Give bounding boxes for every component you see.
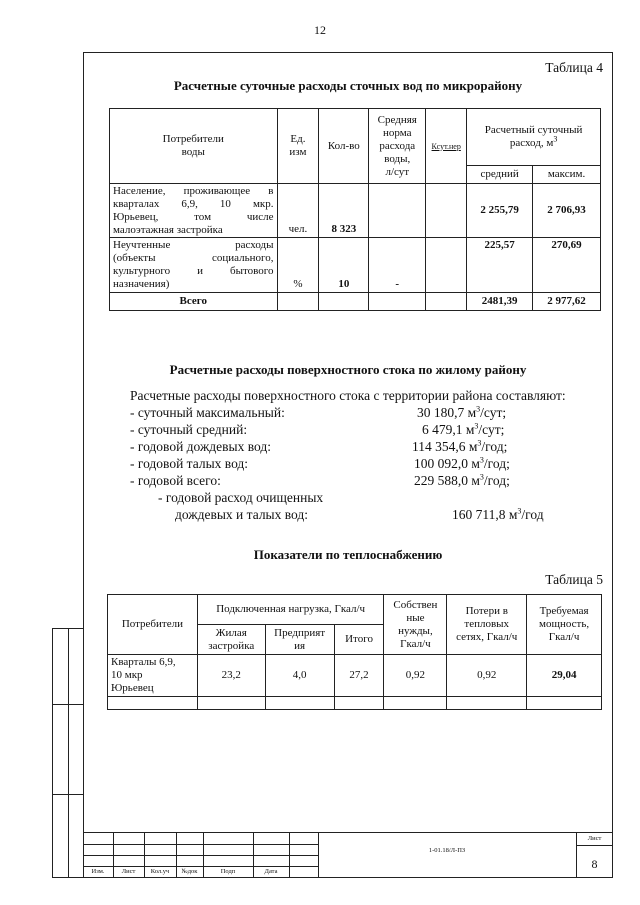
header-unit: Ед. изм xyxy=(277,109,319,184)
table4-caption: Таблица 4 xyxy=(545,60,603,75)
header-norm: Средняя норма расхода воды, л/сут xyxy=(369,109,426,184)
surface-item-value: 114 354,6 $м^3$/год; xyxy=(412,438,508,454)
header-avg: средний xyxy=(467,166,533,184)
margin-stamp xyxy=(52,628,83,878)
surface-item-label: - годовой всего: xyxy=(130,473,221,488)
stamp-col-label: Кол.уч xyxy=(150,868,170,875)
document-code: 1-01.18/Л-ПЗ xyxy=(428,847,466,854)
table-row: Кварталы 6,9, 10 мкр Юрьевец 23,2 4,0 27,2 0,92 0,92 29,04 xyxy=(108,655,602,697)
surface-treated-label: - годовой расход очищенных xyxy=(158,490,324,505)
header-consumers: Потребители xyxy=(108,595,198,655)
heat-title: Показатели по теплоснабжению xyxy=(253,547,443,562)
surface-item-value: 30 180,7 $м^3$/сут; xyxy=(417,404,507,420)
surface-treated-value: 160 711,8 $м^3$/год xyxy=(452,506,544,522)
sheet-number: 8 xyxy=(591,857,598,871)
header-load: Подключенная нагрузка, Гкал/ч xyxy=(197,595,384,625)
surface-item-label: - суточный средний: xyxy=(130,422,248,437)
surface-item-value: 6 479,1 $м^3$/сут; xyxy=(422,421,505,437)
sheet-label: Лист xyxy=(587,835,602,842)
stamp-col-label: №док xyxy=(181,868,198,875)
table4 xyxy=(109,108,601,311)
header-loss: Потери в тепловых сетях, Гкал/ч xyxy=(447,595,527,655)
table5-caption: Таблица 5 xyxy=(545,572,603,587)
table-row: Население, проживающее в кварталах 6,9, 10 мкр. Юрьевец, том числе малоэтажная застройка чел. 8 323 2 255,79 2 706,93 xyxy=(110,184,601,238)
title-block xyxy=(83,832,613,878)
surface-item-value: 229 588,0 $м^3$/год; xyxy=(414,472,510,488)
surface-item-label: - суточный максимальный: xyxy=(130,405,285,420)
surface-title: Расчетные расходы поверхностного стока по жилому району xyxy=(169,362,527,377)
surface-item-label: - годовой дождевых вод: xyxy=(130,439,271,454)
header-flow: Расчетный суточный расход, $м^3$ xyxy=(467,109,601,166)
surface-treated-label-2: дождевых и талых вод: xyxy=(175,507,309,522)
table-total-row: Всего 2481,39 2 977,62 xyxy=(110,293,601,311)
header-consumers: Потребители воды xyxy=(110,109,278,184)
header-total: Итого xyxy=(334,625,384,655)
header-required: Требуемая мощность, Гкал/ч xyxy=(527,595,602,655)
stamp-col-label: Изм. xyxy=(91,868,105,875)
surface-item-label: - годовой талых вод: xyxy=(130,456,249,471)
surface-intro: Расчетные расходы поверхностного стока с территории района составляют: xyxy=(130,388,566,403)
stamp-col-label: Лист xyxy=(121,868,136,875)
surface-item-value: 100 092,0 $м^3$/год; xyxy=(414,455,510,471)
stamp-col-label: Дата xyxy=(264,868,278,875)
header-residential: Жилая застройка xyxy=(197,625,265,655)
header-count: Кол-во xyxy=(319,109,369,184)
header-enterprise: Предприят ия xyxy=(265,625,334,655)
page-number: 12 xyxy=(314,23,326,37)
stamp-col-label: Подп xyxy=(220,868,236,875)
table-row: Неучтенные расходы (объекты социального, культурного и бытового назначения) % 10 - 225,57 270,69 xyxy=(110,238,601,293)
header-k: Ксут.нер xyxy=(426,109,467,184)
header-max: максим. xyxy=(533,166,601,184)
header-own: Собствен ные нужды, Гкал/ч xyxy=(384,595,447,655)
table5 xyxy=(107,594,602,710)
table4-title: Расчетные суточные расходы сточных вод по микрорайону xyxy=(173,78,523,93)
